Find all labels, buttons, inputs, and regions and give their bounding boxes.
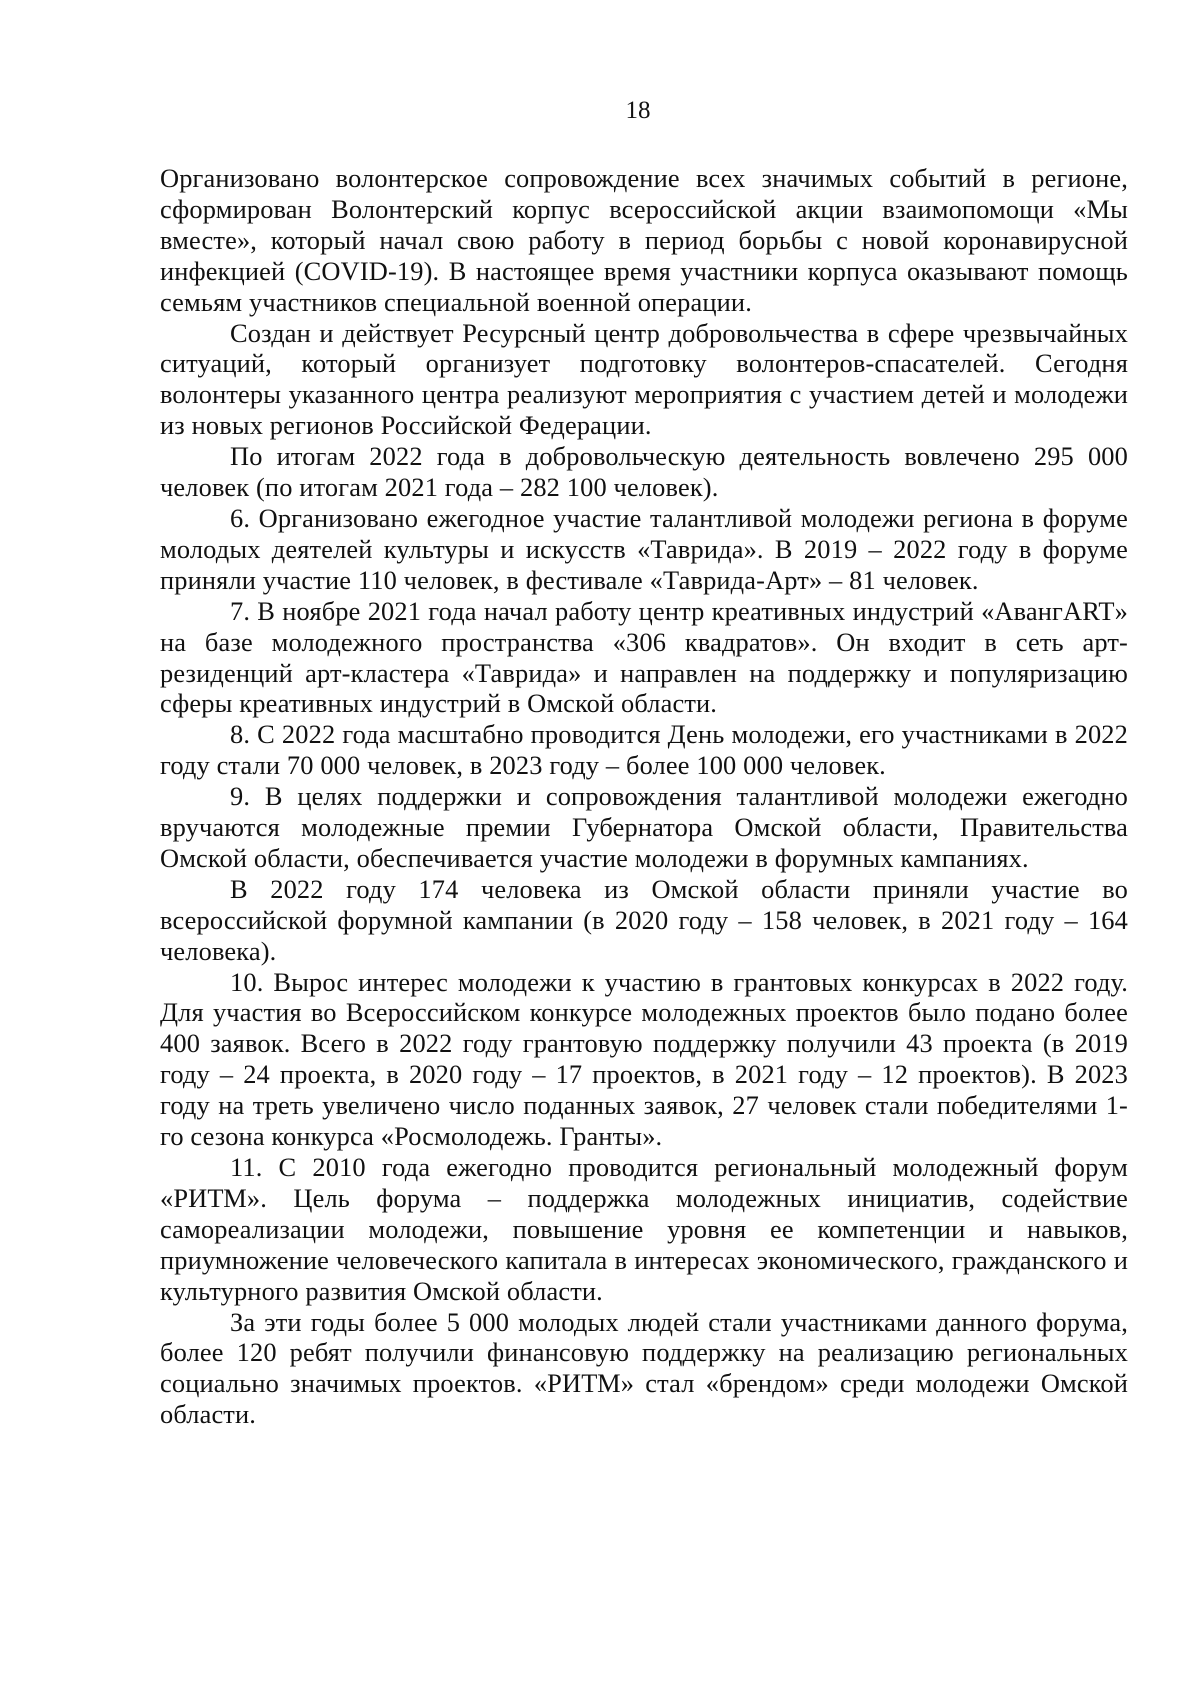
paragraph-item-10-grants: 10. Вырос интерес молодежи к участию в грантовых конкурсах в 2022 году. Для участия во Всероссийском конкурсе молодежных проектов было подано более 400 заявок. Всего в 2022 году грантовую поддержку получили 43 проекта (в 2019 году – 24 проекта, в 2020 году – 17 проектов, в 2021 году – 12 проектов). В 2023 году на треть увеличено число поданных заявок, 27 человек стали победителями 1-го сезона конкурса «Росмолодежь. Гранты».	[160, 966, 1128, 1152]
document-body	[160, 163, 1128, 1430]
paragraph-item-8-youth-day: 8. С 2022 года масштабно проводится День молодежи, его участниками в 2022 году стали 70 000 человек, в 2023 году – более 100 000 человек.	[160, 719, 1128, 781]
paragraph-resource-center: Создан и действует Ресурсный центр добровольчества в сфере чрезвычайных ситуаций, который организует подготовку волонтеров-спасателей. Сегодня волонтеры указанного центра реализуют мероприятия с участием детей и молодежи из новых регионов Российской Федерации.	[160, 317, 1128, 441]
paragraph-ritm-results: За эти годы более 5 000 молодых людей стали участниками данного форума, более 120 ребят получили финансовую поддержку на реализацию региональных социально значимых проектов. «РИТМ» стал «брендом» среди молодежи Омской области.	[160, 1306, 1128, 1430]
paragraph-volunteer-support: Организовано волонтерское сопровождение всех значимых событий в регионе, сформирован Волонтерский корпус всероссийской акции взаимопомощи «Мы вместе», который начал свою работу в период борьбы с новой коронавирусной инфекцией (COVID-19). В настоящее время участники корпуса оказывают помощь семьям участников специальной военной операции.	[160, 163, 1128, 317]
page-number: 18	[625, 97, 651, 124]
paragraph-item-11-ritm: 11. С 2010 года ежегодно проводится региональный молодежный форум «РИТМ». Цель форума – поддержка молодежных инициатив, содействие самореализации молодежи, повышение уровня ее компетенции и навыков, приумножение человеческого капитала в интересах экономического, гражданского и культурного развития Омской области.	[160, 1152, 1128, 1306]
paragraph-item-6-tavrida: 6. Организовано ежегодное участие талантливой молодежи региона в форуме молодых деятелей культуры и искусств «Таврида». В 2019 – 2022 году в форуме приняли участие 110 человек, в фестивале «Таврида-Арт» – 81 человек.	[160, 502, 1128, 595]
paragraph-item-9-awards: 9. В целях поддержки и сопровождения талантливой молодежи ежегодно вручаются молодежные премии Губернатора Омской области, Правительства Омской области, обеспечивается участие молодежи в форумных кампаниях.	[160, 781, 1128, 873]
paragraph-item-7-avangart: 7. В ноябре 2021 года начал работу центр креативных индустрий «АвангАRT» на базе молодежного пространства «306 квадратов». Он входит в сеть арт-резиденций арт-кластера «Таврида» и направлен на поддержку и популяризацию сферы креативных индустрий в Омской области.	[160, 595, 1128, 719]
paragraph-forum-campaign: В 2022 году 174 человека из Омской области приняли участие во всероссийской форумной кампании (в 2020 году – 158 человек, в 2021 году – 164 человека).	[160, 873, 1128, 966]
paragraph-volunteer-totals: По итогам 2022 года в добровольческую деятельность вовлечено 295 000 человек (по итогам 2021 года – 282 100 человек).	[160, 441, 1128, 503]
